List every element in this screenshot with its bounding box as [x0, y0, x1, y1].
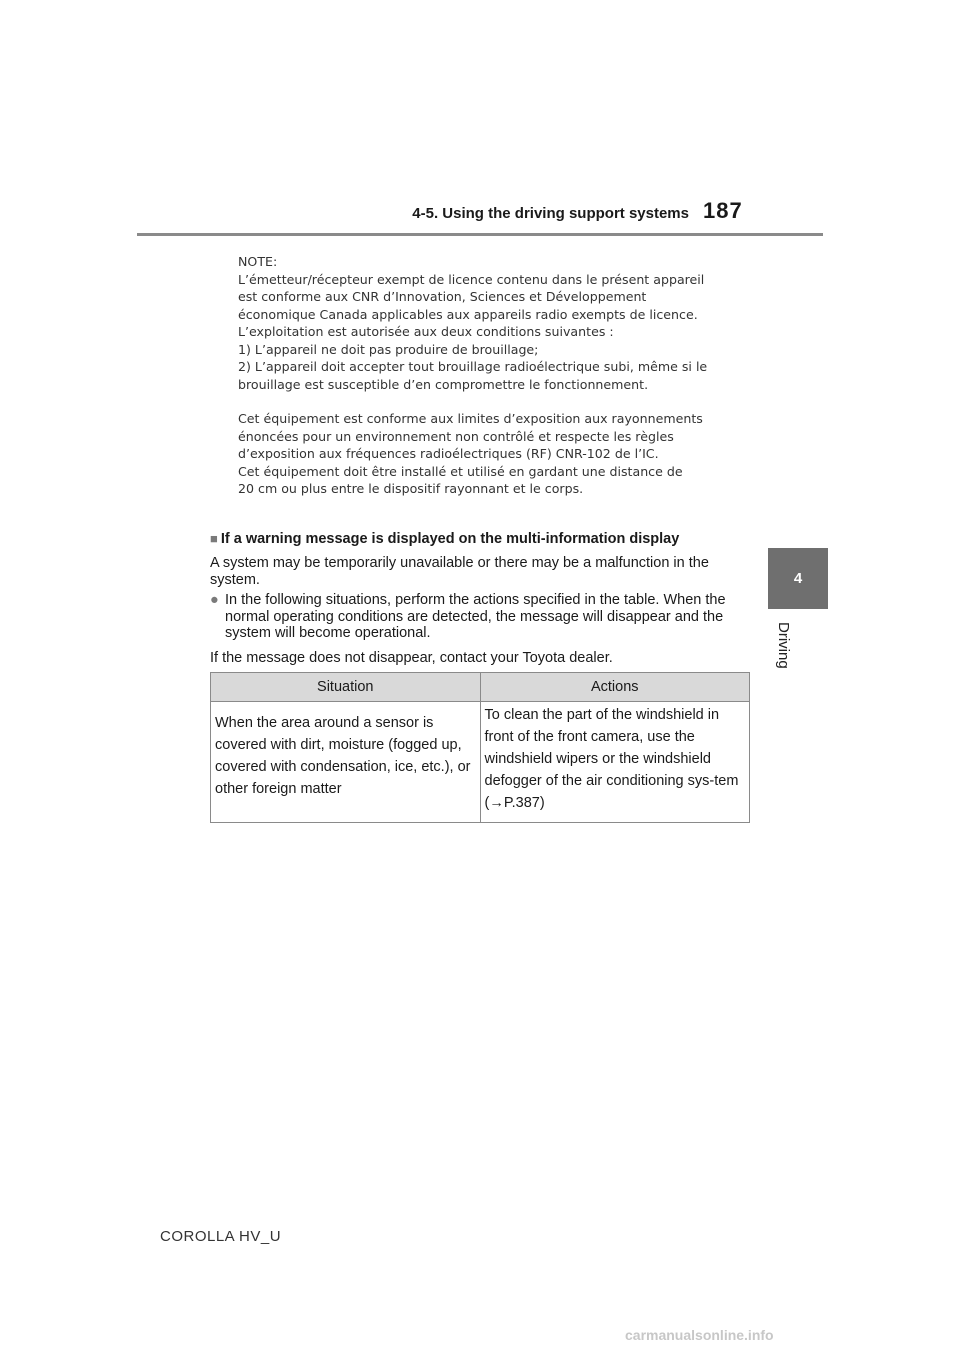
- notice-line: d’exposition aux fréquences radioélectriques (RF) CNR-102 de l’IC.: [238, 446, 659, 461]
- notice-line: Cet équipement doit être installé et utilisé en gardant une distance de: [238, 463, 683, 479]
- watermark: carmanualsonline.info: [625, 1327, 774, 1343]
- notice-line: 1) L’appareil ne doit pas produire de brouillage;: [238, 341, 539, 357]
- column-header-actions: Actions: [480, 673, 750, 702]
- bullet-item: [210, 592, 750, 642]
- chapter-tab: 4: [768, 548, 828, 609]
- intro-paragraph: A system may be temporarily unavailable or there may be a malfunction in the system.: [210, 555, 709, 588]
- table-row: [211, 702, 750, 823]
- notice-line: Cet équipement est conforme aux limites d’exposition aux rayonnements: [238, 411, 703, 426]
- square-bullet-icon: ■: [210, 531, 218, 546]
- section-heading: [210, 531, 770, 547]
- dealer-paragraph: If the message does not disappear, contact your Toyota dealer.: [210, 650, 613, 666]
- column-header-situation: Situation: [211, 673, 481, 702]
- circle-bullet-icon: ●: [210, 592, 219, 608]
- notice-line: 20 cm ou plus entre le dispositif rayonnant et le corps.: [238, 481, 584, 496]
- bullet-text: In the following situations, perform the actions specified in the table. When the normal operating conditions are detected, the message will disappear and the system will become operational.: [225, 592, 726, 641]
- section-heading-text: If a warning message is displayed on the multi-information display: [220, 531, 680, 547]
- notice-line: L’émetteur/récepteur exempt de licence contenu dans le présent appareil: [238, 271, 705, 287]
- page-number: 187: [703, 198, 743, 223]
- chapter-label: Driving: [775, 622, 792, 669]
- model-code: COROLLA HV_U: [160, 1228, 282, 1245]
- notice-line: énoncées pour un environnement non contrôlé et respecte les règles: [238, 428, 674, 444]
- notice-line: brouillage est susceptible d’en compromettre le fonctionnement.: [238, 376, 649, 392]
- regulatory-notice: [238, 253, 738, 498]
- header-divider: [137, 233, 823, 236]
- table-header-row: [211, 673, 750, 702]
- notice-line: 2) L’appareil doit accepter tout brouillage radioélectrique subi, même si le: [238, 359, 708, 374]
- notice-line: L’exploitation est autorisée aux deux conditions suivantes :: [238, 324, 614, 339]
- notice-line: est conforme aux CNR d’Innovation, Sciences et Développement: [238, 289, 647, 304]
- notice-spacer: [238, 393, 738, 410]
- notice-line: NOTE:: [238, 254, 278, 269]
- situation-actions-table: [210, 672, 750, 823]
- notice-line: économique Canada applicables aux appareils radio exempts de licence.: [238, 306, 698, 322]
- section-title: 4-5. Using the driving support systems: [412, 205, 689, 222]
- situation-cell: When the area around a sensor is covered with dirt, moisture (fogged up, covered with condensation, ice, etc.), or other foreign matter: [211, 702, 481, 823]
- action-cell: To clean the part of the windshield in front of the front camera, use the windshield wipers or the windshield defogger of the air conditioning sys-tem (→P.387): [480, 702, 750, 823]
